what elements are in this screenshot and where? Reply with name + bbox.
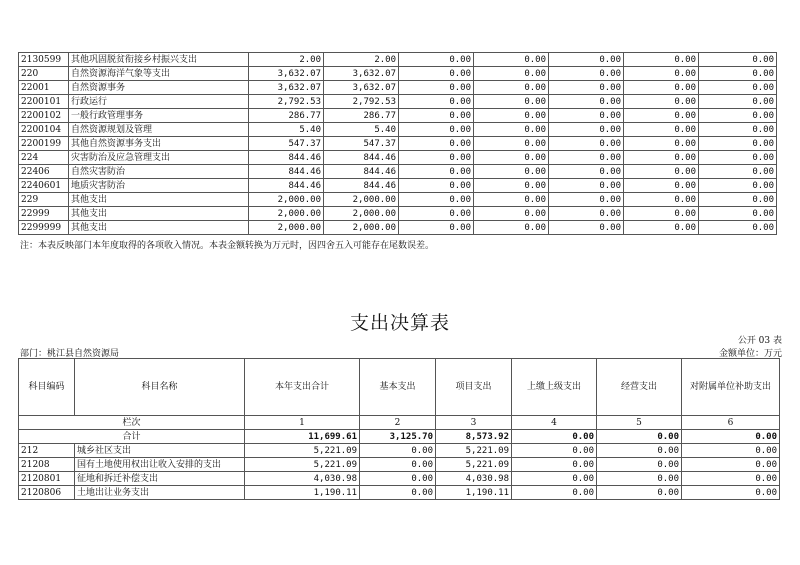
code-cell: 22999: [19, 207, 69, 221]
value-cell: 0.00: [549, 207, 624, 221]
value-cell: 5,221.09: [245, 458, 360, 472]
total-cell: 0.00: [597, 430, 682, 444]
value-cell: 4,030.98: [436, 472, 512, 486]
value-cell: 5.40: [249, 123, 324, 137]
value-cell: 0.00: [549, 151, 624, 165]
value-cell: 0.00: [549, 81, 624, 95]
code-cell: 2240601: [19, 179, 69, 193]
value-cell: 5.40: [324, 123, 399, 137]
value-cell: 0.00: [474, 193, 549, 207]
header-cell: 科目编码: [19, 359, 75, 416]
value-cell: 0.00: [549, 123, 624, 137]
value-cell: 3,632.07: [249, 67, 324, 81]
value-cell: 0.00: [699, 207, 777, 221]
name-cell: 城乡社区支出: [75, 444, 245, 458]
value-cell: 3,632.07: [324, 81, 399, 95]
value-cell: 0.00: [549, 221, 624, 235]
code-cell: 220: [19, 67, 69, 81]
value-cell: 0.00: [399, 165, 474, 179]
table-row: [19, 472, 780, 486]
name-cell: 自然资源规划及管理: [69, 123, 249, 137]
value-cell: 844.46: [249, 165, 324, 179]
name-cell: 自然资源海洋气象等支出: [69, 67, 249, 81]
value-cell: 0.00: [549, 165, 624, 179]
value-cell: 0.00: [624, 109, 699, 123]
total-label: 合计: [19, 430, 245, 444]
value-cell: 0.00: [624, 95, 699, 109]
value-cell: 0.00: [399, 179, 474, 193]
value-cell: 0.00: [699, 179, 777, 193]
code-cell: 22001: [19, 81, 69, 95]
code-cell: 229: [19, 193, 69, 207]
table-row: [19, 165, 777, 179]
name-cell: 土地出让业务支出: [75, 486, 245, 500]
value-cell: 2,000.00: [324, 193, 399, 207]
total-cell: 8,573.92: [436, 430, 512, 444]
value-cell: 0.00: [597, 458, 682, 472]
header-cell: 对附属单位补助支出: [682, 359, 780, 416]
expenditure-table: [18, 358, 780, 500]
code-cell: 2200102: [19, 109, 69, 123]
value-cell: 0.00: [597, 486, 682, 500]
value-cell: 2,792.53: [324, 95, 399, 109]
value-cell: 0.00: [549, 53, 624, 67]
value-cell: 0.00: [360, 458, 436, 472]
code-cell: 2200104: [19, 123, 69, 137]
value-cell: 0.00: [699, 151, 777, 165]
value-cell: 0.00: [624, 53, 699, 67]
index-label: 栏次: [19, 416, 245, 430]
value-cell: 2,000.00: [324, 207, 399, 221]
code-cell: 212: [19, 444, 75, 458]
value-cell: 0.00: [549, 95, 624, 109]
value-cell: 0.00: [399, 193, 474, 207]
code-cell: 2200101: [19, 95, 69, 109]
value-cell: 0.00: [597, 444, 682, 458]
value-cell: 0.00: [399, 221, 474, 235]
value-cell: 0.00: [699, 137, 777, 151]
value-cell: 844.46: [249, 151, 324, 165]
value-cell: 0.00: [682, 458, 780, 472]
value-cell: 0.00: [549, 67, 624, 81]
value-cell: 0.00: [512, 444, 597, 458]
value-cell: 2,792.53: [249, 95, 324, 109]
value-cell: 3,632.07: [249, 81, 324, 95]
value-cell: 0.00: [682, 444, 780, 458]
code-cell: 2120806: [19, 486, 75, 500]
header-cell: 经营支出: [597, 359, 682, 416]
value-cell: 0.00: [474, 81, 549, 95]
name-cell: 自然灾害防治: [69, 165, 249, 179]
value-cell: 0.00: [399, 81, 474, 95]
total-cell: 0.00: [512, 430, 597, 444]
value-cell: 0.00: [624, 67, 699, 81]
value-cell: 0.00: [399, 151, 474, 165]
value-cell: 547.37: [249, 137, 324, 151]
index-cell: 1: [245, 416, 360, 430]
value-cell: 0.00: [360, 472, 436, 486]
table-row: [19, 458, 780, 472]
total-cell: 0.00: [682, 430, 780, 444]
name-cell: 其他巩固脱贫衔接乡村振兴支出: [69, 53, 249, 67]
table-row: [19, 53, 777, 67]
value-cell: 0.00: [549, 179, 624, 193]
value-cell: 0.00: [399, 207, 474, 221]
table-row: [19, 95, 777, 109]
name-cell: 国有土地使用权出让收入安排的支出: [75, 458, 245, 472]
value-cell: 0.00: [624, 179, 699, 193]
index-cell: 2: [360, 416, 436, 430]
value-cell: 0.00: [549, 193, 624, 207]
value-cell: 0.00: [699, 221, 777, 235]
code-cell: 21208: [19, 458, 75, 472]
table-row: [19, 221, 777, 235]
value-cell: 2.00: [249, 53, 324, 67]
name-cell: 自然资源事务: [69, 81, 249, 95]
total-row: [19, 430, 780, 444]
name-cell: 地质灾害防治: [69, 179, 249, 193]
table-row: [19, 207, 777, 221]
header-cell: 科目名称: [75, 359, 245, 416]
value-cell: 0.00: [624, 81, 699, 95]
code-cell: 2200199: [19, 137, 69, 151]
value-cell: 0.00: [474, 123, 549, 137]
value-cell: 0.00: [512, 486, 597, 500]
value-cell: 0.00: [699, 165, 777, 179]
value-cell: 844.46: [249, 179, 324, 193]
form-number: 公开 03 表: [737, 336, 782, 346]
name-cell: 行政运行: [69, 95, 249, 109]
amount-unit: 金额单位：万元: [718, 349, 782, 359]
value-cell: 0.00: [624, 151, 699, 165]
value-cell: 0.00: [549, 109, 624, 123]
table-note: 注：本表反映部门本年度取得的各项收入情况。本表金额转换为万元时，因四舍五入可能存在尾数误差。: [20, 241, 435, 251]
value-cell: 1,190.11: [245, 486, 360, 500]
value-cell: 0.00: [399, 67, 474, 81]
header-cell: 上缴上级支出: [512, 359, 597, 416]
page-title: 支出决算表: [349, 312, 450, 334]
value-cell: 0.00: [699, 109, 777, 123]
value-cell: 0.00: [399, 137, 474, 151]
value-cell: 5,221.09: [245, 444, 360, 458]
value-cell: 0.00: [474, 221, 549, 235]
value-cell: 5,221.09: [436, 444, 512, 458]
value-cell: 0.00: [624, 165, 699, 179]
code-cell: 2130599: [19, 53, 69, 67]
header-cell: 项目支出: [436, 359, 512, 416]
value-cell: 286.77: [324, 109, 399, 123]
table-row: [19, 67, 777, 81]
name-cell: 其他支出: [69, 193, 249, 207]
header-row: [19, 359, 780, 416]
name-cell: 一般行政管理事务: [69, 109, 249, 123]
value-cell: 5,221.09: [436, 458, 512, 472]
code-cell: 2120801: [19, 472, 75, 486]
table-row: [19, 151, 777, 165]
index-cell: 6: [682, 416, 780, 430]
value-cell: 3,632.07: [324, 67, 399, 81]
department-label: 部门：桃江县自然资源局: [20, 349, 120, 359]
value-cell: 0.00: [474, 137, 549, 151]
value-cell: 0.00: [682, 486, 780, 500]
value-cell: 547.37: [324, 137, 399, 151]
index-cell: 5: [597, 416, 682, 430]
value-cell: 2,000.00: [249, 207, 324, 221]
value-cell: 0.00: [360, 486, 436, 500]
value-cell: 0.00: [699, 53, 777, 67]
value-cell: 0.00: [512, 458, 597, 472]
index-cell: 3: [436, 416, 512, 430]
value-cell: 0.00: [474, 67, 549, 81]
value-cell: 0.00: [512, 472, 597, 486]
table-row: [19, 179, 777, 193]
name-cell: 其他自然资源事务支出: [69, 137, 249, 151]
header-cell: 基本支出: [360, 359, 436, 416]
value-cell: 844.46: [324, 165, 399, 179]
table-row: [19, 444, 780, 458]
value-cell: 0.00: [624, 207, 699, 221]
value-cell: 0.00: [699, 193, 777, 207]
name-cell: 灾害防治及应急管理支出: [69, 151, 249, 165]
value-cell: 286.77: [249, 109, 324, 123]
value-cell: 2,000.00: [324, 221, 399, 235]
index-row: [19, 416, 780, 430]
value-cell: 0.00: [624, 123, 699, 137]
income-table: [18, 52, 777, 235]
total-cell: 11,699.61: [245, 430, 360, 444]
value-cell: 0.00: [474, 165, 549, 179]
name-cell: 其他支出: [69, 207, 249, 221]
table-row: [19, 109, 777, 123]
name-cell: 征地和拆迁补偿支出: [75, 472, 245, 486]
value-cell: 2,000.00: [249, 193, 324, 207]
value-cell: 0.00: [399, 53, 474, 67]
table-row: [19, 123, 777, 137]
value-cell: 0.00: [624, 137, 699, 151]
value-cell: 0.00: [624, 193, 699, 207]
value-cell: 0.00: [474, 151, 549, 165]
total-cell: 3,125.70: [360, 430, 436, 444]
value-cell: 0.00: [699, 67, 777, 81]
value-cell: 0.00: [360, 444, 436, 458]
value-cell: 0.00: [624, 221, 699, 235]
value-cell: 0.00: [474, 95, 549, 109]
table-row: [19, 81, 777, 95]
table-row: [19, 486, 780, 500]
code-cell: 224: [19, 151, 69, 165]
index-cell: 4: [512, 416, 597, 430]
value-cell: 0.00: [699, 123, 777, 137]
value-cell: 0.00: [549, 137, 624, 151]
value-cell: 0.00: [474, 53, 549, 67]
value-cell: 0.00: [399, 123, 474, 137]
value-cell: 0.00: [682, 472, 780, 486]
code-cell: 22406: [19, 165, 69, 179]
code-cell: 2299999: [19, 221, 69, 235]
value-cell: 844.46: [324, 151, 399, 165]
value-cell: 0.00: [474, 207, 549, 221]
value-cell: 1,190.11: [436, 486, 512, 500]
value-cell: 844.46: [324, 179, 399, 193]
value-cell: 0.00: [699, 95, 777, 109]
value-cell: 4,030.98: [245, 472, 360, 486]
table-row: [19, 137, 777, 151]
value-cell: 0.00: [699, 81, 777, 95]
value-cell: 0.00: [597, 472, 682, 486]
value-cell: 2,000.00: [249, 221, 324, 235]
value-cell: 0.00: [474, 109, 549, 123]
name-cell: 其他支出: [69, 221, 249, 235]
table-row: [19, 193, 777, 207]
header-cell: 本年支出合计: [245, 359, 360, 416]
value-cell: 2.00: [324, 53, 399, 67]
value-cell: 0.00: [474, 179, 549, 193]
value-cell: 0.00: [399, 109, 474, 123]
value-cell: 0.00: [399, 95, 474, 109]
